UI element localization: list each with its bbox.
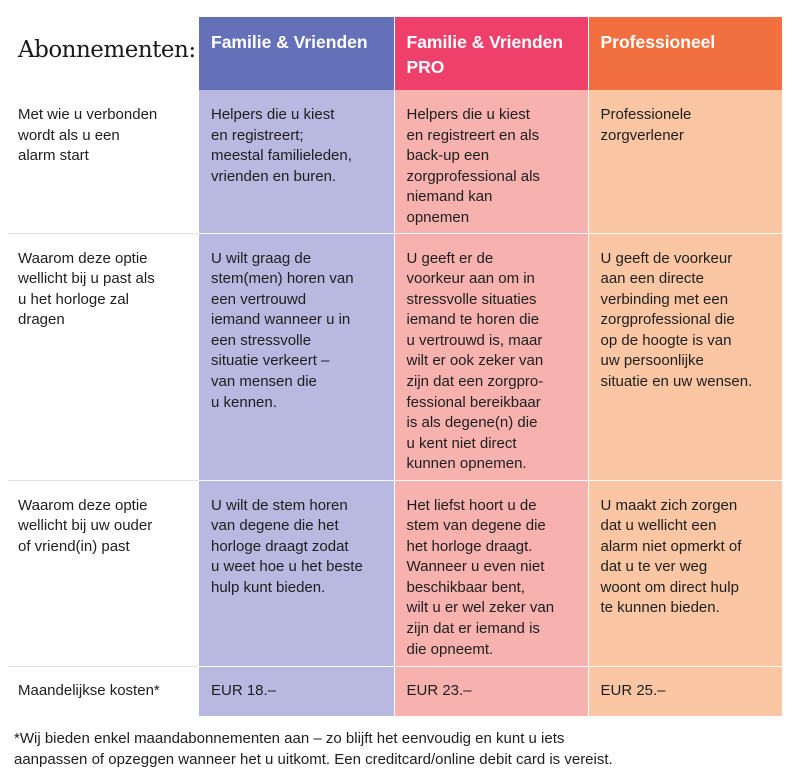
- plans-header-row: [8, 17, 782, 90]
- price-family-friends: EUR 18.–: [199, 666, 394, 716]
- row-label-wearer-fit: Waarom deze optie wellicht bij u past als u het horloge zal dragen: [8, 233, 199, 480]
- row-label-parent-friend-fit: Waarom deze optie wellicht bij uw ouder of vriend(in) past: [8, 480, 199, 666]
- table-cell: U wilt graag de stem(men) horen van een vertrouwd iemand wanneer u in een stressvolle situatie verkeert – van mensen die u kennen.: [199, 233, 394, 480]
- table-cell: U maakt zich zorgen dat u wellicht een alarm niet opmerkt of dat u te ver weg woont om direct hulp te kunnen bieden.: [588, 480, 782, 666]
- table-cell: U geeft er de voorkeur aan om in stressvolle situaties iemand te horen die u vertrouwd is, maar wilt er ook zeker van zijn dat een zorgpro- fessional bereikbaar is als degene(n) die u kent niet direct kunnen opnemen.: [394, 233, 588, 480]
- table-cell: Het liefst hoort u de stem van degene die het horloge draagt. Wanneer u even niet beschikbaar bent, wilt u er wel zeker van zijn dat er iemand is die opneemt.: [394, 480, 588, 666]
- table-row: [8, 480, 782, 666]
- row-label-monthly-costs: Maandelijkse kosten*: [18, 681, 160, 699]
- table-row: [8, 233, 782, 480]
- footnote: *Wij bieden enkel maandabonnementen aan – zo blijft het eenvoudig en kunt u iets aanpassen of opzeggen wanneer het u uitkomt. Een creditcard/online debit card is vereist.: [14, 730, 613, 768]
- table-cell: Helpers die u kiest en registreert en als back-up een zorgprofessional als niemand kan opnemen: [394, 90, 588, 233]
- table-cell: U geeft de voorkeur aan een directe verbinding met een zorgprofessional die op de hoogte is van uw persoonlijke situatie en uw wensen.: [588, 233, 782, 480]
- table-row: [8, 90, 782, 233]
- price-family-friends-pro: EUR 23.–: [394, 666, 588, 716]
- table-row-monthly-costs: [8, 666, 782, 716]
- plan-header-family-friends-pro: Familie & Vrienden PRO: [394, 17, 588, 90]
- table-title: Abonnementen:: [18, 37, 196, 63]
- table-cell: Helpers die u kiest en registreert; meestal familieleden, vrienden en buren.: [199, 90, 394, 233]
- plans-table: [8, 17, 782, 716]
- table-cell: Professionele zorgverlener: [588, 90, 782, 233]
- table-cell: U wilt de stem horen van degene die het horloge draagt zodat u weet hoe u het beste hulp kunt bieden.: [199, 480, 394, 666]
- plan-header-professional: Professioneel: [588, 17, 782, 90]
- price-professional: EUR 25.–: [588, 666, 782, 716]
- row-label-connected-with: Met wie u verbonden wordt als u een alarm start: [8, 90, 199, 233]
- plan-header-family-friends: Familie & Vrienden: [199, 17, 394, 90]
